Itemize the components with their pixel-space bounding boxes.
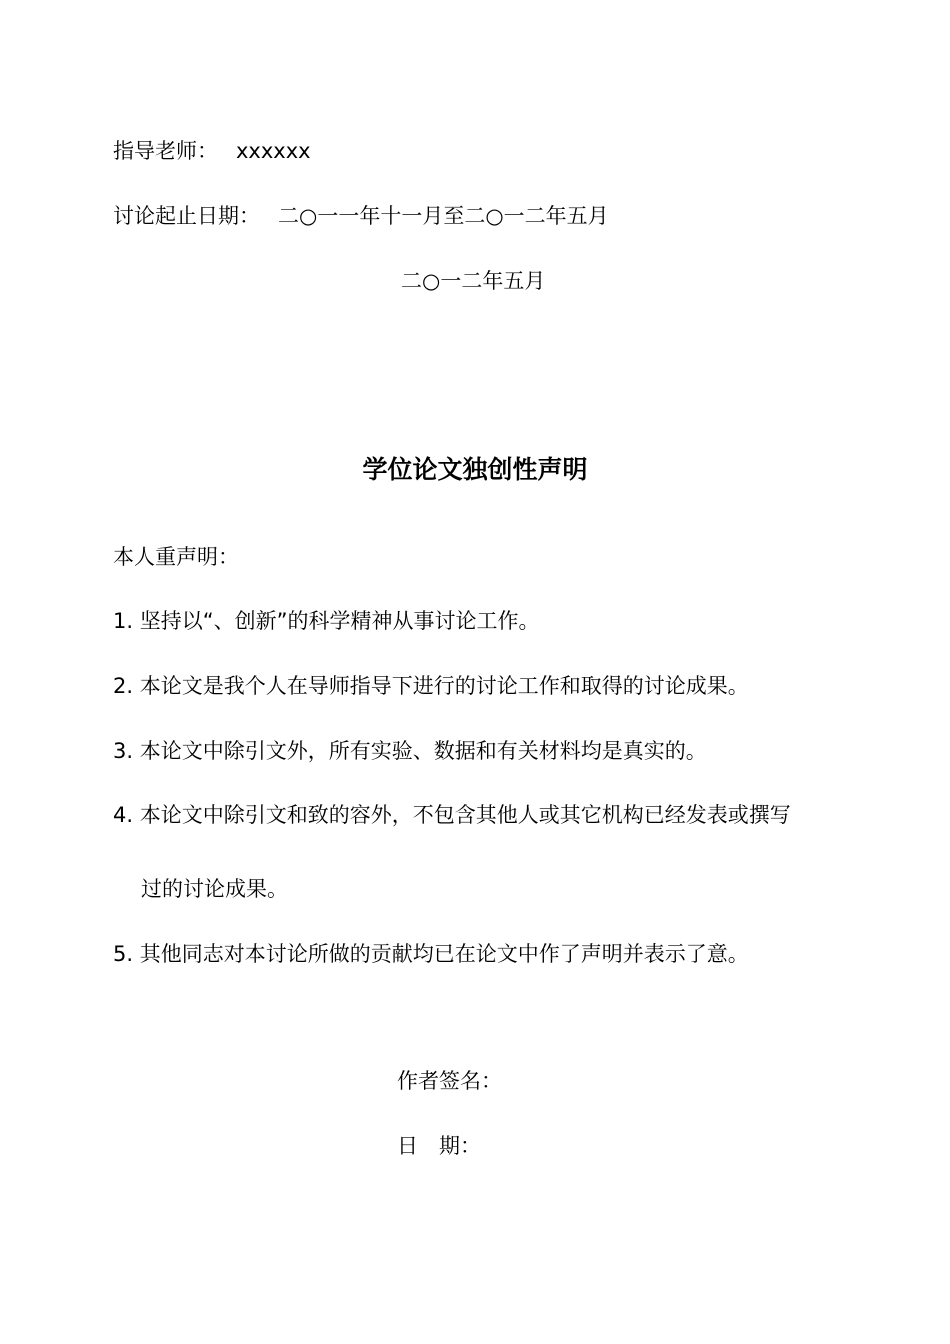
- declaration-title: 学位论文独创性声明: [362, 455, 588, 484]
- declaration-item-5: 5. 其他同志对本讨论所做的贡献均已在论文中作了声明并表示了意。: [113, 942, 749, 966]
- cover-date: 二○一二年五月: [401, 269, 546, 293]
- date-label: 日 期：: [397, 1134, 481, 1158]
- period-line: [113, 202, 609, 230]
- period-value: 二○一一年十一月至二○一二年五月: [278, 204, 609, 228]
- declaration-item-4-continued: 过的讨论成果。: [141, 877, 288, 901]
- signature-label: 作者签名：: [397, 1069, 502, 1093]
- declaration-item-3: 3. 本论文中除引文外，所有实验、数据和有关材料均是真实的。: [113, 739, 707, 763]
- advisor-label: 指导老师：: [113, 139, 218, 163]
- advisor-value: xxxxxx: [236, 139, 311, 163]
- declaration-item-1: 1. 坚持以“、创新”的科学精神从事讨论工作。: [113, 609, 540, 633]
- declaration-item-2: 2. 本论文是我个人在导师指导下进行的讨论工作和取得的讨论成果。: [113, 674, 749, 698]
- declaration-item-4: 4. 本论文中除引文和致的容外，不包含其他人或其它机构已经发表或撰写: [113, 803, 791, 827]
- advisor-line: [113, 137, 311, 165]
- period-label: 讨论起止日期：: [113, 204, 260, 228]
- declaration-intro: 本人重声明：: [113, 545, 239, 569]
